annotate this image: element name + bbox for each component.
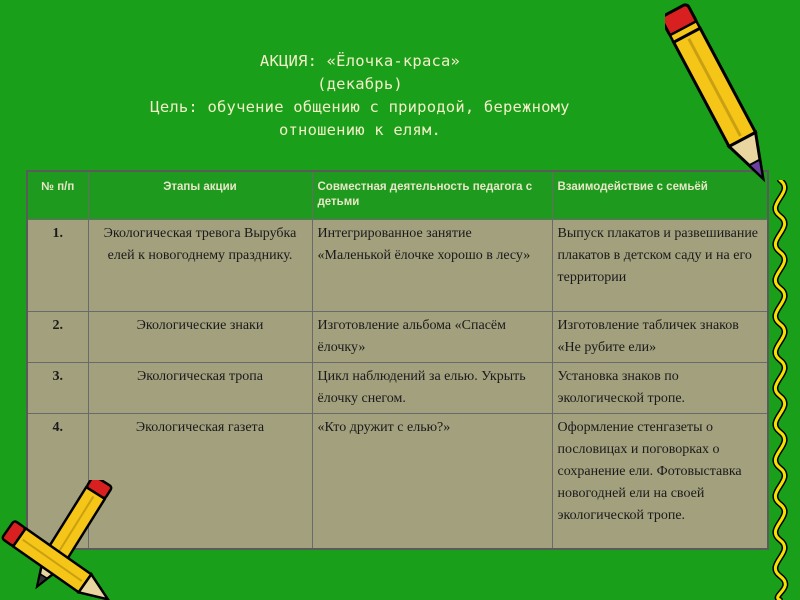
row-stage: Экологическая тревога Вырубка елей к новогоднему празднику. [88, 220, 312, 312]
table-row [27, 312, 768, 363]
header-stages: Этапы акции [88, 171, 312, 220]
row-joint-activity: Цикл наблюдений за елью. Укрыть ёлочку снегом. [312, 363, 552, 414]
row-stage: Экологическая тропа [88, 363, 312, 414]
squiggle-decoration [760, 180, 800, 600]
row-family: Оформление стенгазеты о пословицах и поговорках о сохранение ели. Фотовыставка новогодней ели на своей экологической тропе. [552, 414, 768, 550]
header-number: № п/п [27, 171, 88, 220]
row-joint-activity: «Кто дружит с елью?» [312, 414, 552, 550]
row-number: 4. [27, 414, 88, 550]
row-joint-activity: Интегрированное занятие «Маленькой ёлочке хорошо в лесу» [312, 220, 552, 312]
header-family: Взаимодействие с семьёй [552, 171, 768, 220]
row-family: Установка знаков по экологической тропе. [552, 363, 768, 414]
table-row [27, 220, 768, 312]
row-number: 2. [27, 312, 88, 363]
pencil-lead [749, 160, 768, 182]
row-stage: Экологические знаки [88, 312, 312, 363]
header-joint-activity: Совместная деятельность педагога с детьми [312, 171, 552, 220]
title-line-goal-cont: отношению к елям. [278, 121, 442, 139]
table-row [27, 363, 768, 414]
slide-title [80, 50, 640, 142]
row-number: 1. [27, 220, 88, 312]
row-family: Изготовление табличек знаков «Не рубите ели» [552, 312, 768, 363]
title-line-goal: Цель: обучение общению с природой, бережному [150, 98, 570, 116]
table-header-row [27, 171, 768, 220]
row-family: Выпуск плакатов и развешивание плакатов в детском саду и на его территории [552, 220, 768, 312]
row-number: 3. [27, 363, 88, 414]
title-line-action: АКЦИЯ: «Ёлочка-краса» [259, 52, 461, 70]
pencils-icon [0, 480, 130, 600]
table-row [27, 414, 768, 550]
row-stage: Экологическая газета [88, 414, 312, 550]
action-stages-table [26, 170, 769, 550]
pencil-icon [665, 0, 780, 195]
title-line-month: (декабрь) [317, 75, 403, 93]
row-joint-activity: Изготовление альбома «Спасём ёлочку» [312, 312, 552, 363]
